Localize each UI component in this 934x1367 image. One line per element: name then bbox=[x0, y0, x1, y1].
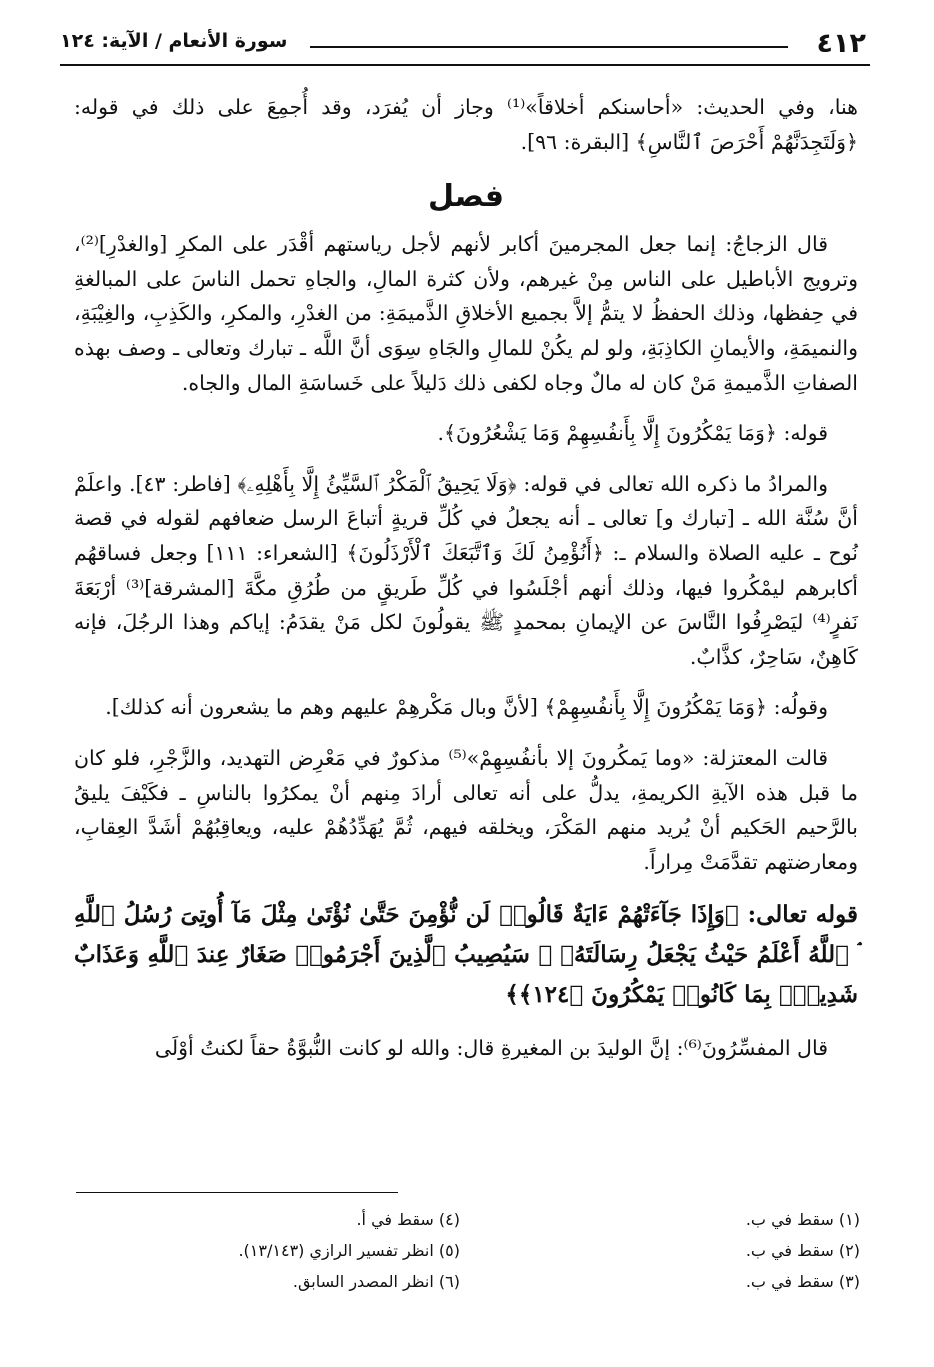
footnote-3: (٣) سقط في ب. bbox=[745, 1272, 860, 1291]
footnote-1: (١) سقط في ب. bbox=[745, 1210, 860, 1229]
paragraph-8: قال المفسِّرُونَ⁽⁶⁾: إنَّ الوليدَ بن المغيرةِ قال: والله لو كانت النُّبوَّةُ حقاً لكنتُ أوْلَى bbox=[154, 1036, 828, 1061]
footnote-column-right bbox=[746, 1204, 860, 1297]
paragraph-6: قالت المعتزلة: «وما يَمكُرونَ إلا بأنفُسِهِمْ»⁽⁵⁾ مذكورٌ في مَعْرِض التهديد، والزَّجْرِ، فلو كان ما قبل هذه الآيةِ الكريمةِ، يدلُّ على أنه تعالى أرادَ مِنهم أنْ يمكرُوا بالناسِ ـ فكَيْفَ يليقُ بالرَّحيم الحَكيم أنْ يُريد منهم المَكْرَ، ويخلقه فيهم، ثُمَّ يُهَدِّدُهُمْ عليه، ويعاقِبُهُمْ أشَدَّ العِقابِ، ومعارضتهم تقدَّمَتْ مِراراً. bbox=[74, 745, 858, 874]
section-title: فصل bbox=[428, 179, 504, 215]
footnote-column-left bbox=[238, 1204, 460, 1297]
footnote-6: (٦) انظر المصدر السابق. bbox=[292, 1272, 460, 1291]
footnote-2: (٢) سقط في ب. bbox=[745, 1241, 860, 1260]
header-line bbox=[310, 46, 788, 48]
footnote-rule bbox=[76, 1192, 398, 1193]
paragraph-5: وقولُه: ﴿وَمَا يَمْكُرُونَ إِلَّا بِأَنفُسِهِمْ﴾ [لأنَّ وبال مَكْرهِمْ عليهم وهم ما يشعرون أنه كذلك]. bbox=[105, 695, 828, 720]
page-number: ٤١٢ bbox=[816, 28, 866, 59]
verse-paragraph: قوله تعالى: ﴿وَإِذَا جَآءَتْهُمْ ءَايَةٌ قَالُوا۟ لَن نُّؤْمِنَ حَتَّىٰ نُؤْتَىٰ مِثْلَ مَآ أُوتِىَ رُسُلُ ٱللَّهِ ۘ ٱللَّهُ أَعْلَمُ حَيْثُ يَجْعَلُ رِسَالَتَهُۥ ۗ سَيُصِيبُ ٱلَّذِينَ أَجْرَمُوا۟ صَغَارٌ عِندَ ٱللَّهِ وَعَذَابٌ شَدِيدٌۢ بِمَا كَانُوا۟ يَمْكُرُونَ ﴿١٢٤﴾﴾ bbox=[74, 901, 858, 1009]
paragraph-2: قال الزجاجُ: إنما جعل المجرمينَ أكابر لأنهم لأجل رياستهم أقْدَر على المكرِ [والغدْرِ]⁽²⁾، وترويج الأباطيل على الناس مِنْ غيرهم، ولأن كثرة المالِ، والجاهِ تحمل الناسَ على المبالغةِ في حِفظها، وذلك الحفظُ لا يتمُّ إلاَّ بجميع الأخلاقِ الذَّميمَةِ: من الغدْرِ، والمكرِ، والكَذِبِ، والغِيْبَةِ، والنميمَةِ، والأيمانِ الكاذِبَةِ، ولو لم يكُنْ للمالِ والجَاهِ سِوَى أنَّ اللَّه ـ تبارك وتعالى ـ وصف بهذه الصفاتِ الذَّميمةِ مَنْ كان له مالٌ وجاه لكفى ذلك دَليلاً على خَساسَةِ المال والجاه. bbox=[74, 232, 858, 395]
page-header bbox=[60, 22, 866, 62]
paragraph-1: هنا، وفي الحديث: «أحاسنكم أخلاقاً»⁽¹⁾ وجاز أن يُفرَد، وقد أُجمِعَ على ذلك في قوله: ﴿وَلَتَجِدَنَّهُمْ أَحْرَصَ ٱلنَّاسِ﴾ [البقرة: ٩٦]. bbox=[74, 95, 858, 154]
header-rule bbox=[60, 64, 870, 66]
footnote-5: (٥) انظر تفسير الرازي (١٣/١٤٣). bbox=[238, 1241, 460, 1260]
page-body bbox=[74, 90, 858, 1066]
paragraph-3: قوله: ﴿وَمَا يَمْكُرُونَ إِلَّا بِأَنفُسِهِمْ وَمَا يَشْعُرُونَ﴾. bbox=[437, 421, 828, 446]
paragraph-4: والمرادُ ما ذكره الله تعالى في قوله: ﴿وَلَا يَحِيقُ ٱلْمَكْرُ ٱلسَّيِّئُ إِلَّا بِأَهْلِهِۦ﴾ [فاطر: ٤٣]. واعلَمْ أنَّ سُنَّة الله ـ [تبارك و] تعالى ـ أنه يجعلُ في كُلِّ قريةٍ أتباعَ الرسل ضعافهم لقوله في قصة نُوح ـ عليه الصلاة والسلام ـ: ﴿أَنُؤْمِنُ لَكَ وَٱتَّبَعَكَ ٱلْأَرْذَلُونَ﴾ [الشعراء: ١١١] وجعل فساقهُم أكابرهم ليمْكُروا فيها، وذلك أنهم أجْلَسُوا في كُلِّ طَريقٍ من طُرُقِ مكَّةَ [المشرقة]⁽³⁾ أرْبَعَةَ نَفرٍ⁽⁴⁾ ليَصْرِفُوا النَّاسَ عن الإيمانِ بمحمدٍ ﷺ يقولُونَ لكل مَنْ يقدَمُ: إياكم وهذا الرجُلَ، فإنه كَاهِنٌ، سَاحِرٌ، كذَّابٌ. bbox=[74, 471, 858, 669]
footnote-4: (٤) سقط في أ. bbox=[356, 1210, 460, 1229]
running-title: سورة الأنعام / الآية: ١٢٤ bbox=[60, 30, 288, 52]
